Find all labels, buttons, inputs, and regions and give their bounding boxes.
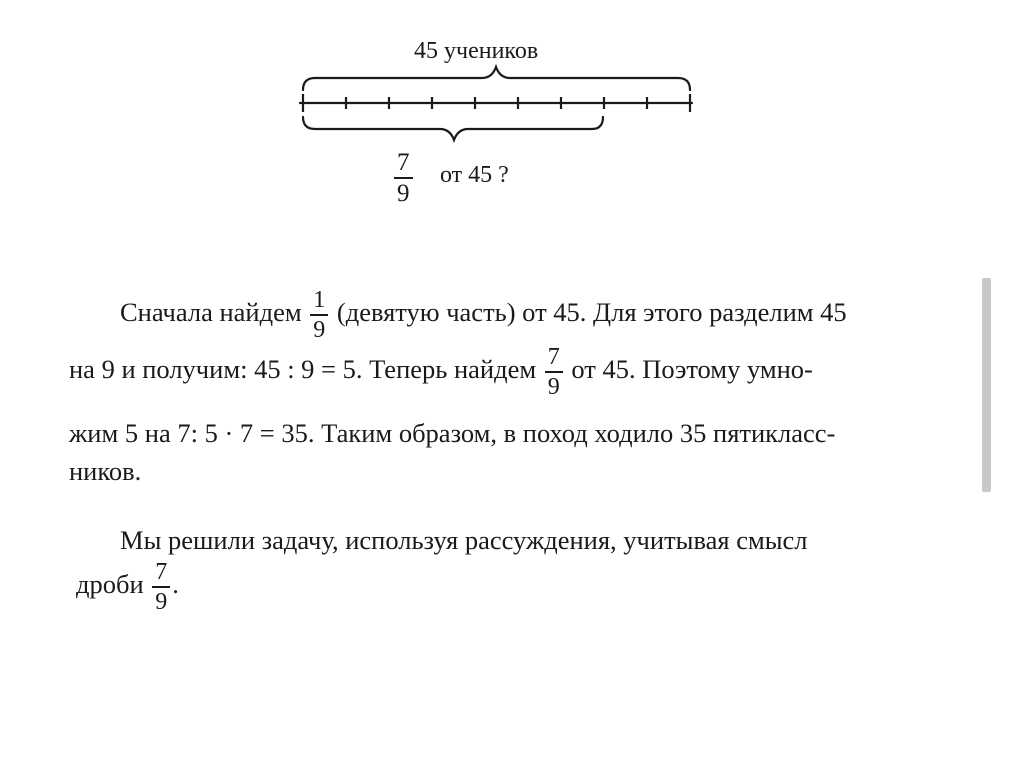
- line6-text-after: .: [172, 569, 179, 600]
- fraction-numerator: 7: [152, 560, 170, 588]
- line2-fraction: [545, 345, 563, 399]
- line2-text-before: на 9 и получим: 45 : 9 = 5. Теперь найдем: [69, 354, 537, 385]
- paragraph-line-6: [76, 560, 179, 614]
- diagram-fraction: [394, 150, 413, 206]
- line6-fraction: [152, 560, 170, 614]
- fraction-numerator: 7: [394, 150, 413, 179]
- paragraph-line-2: [69, 345, 813, 399]
- fraction-denominator: 9: [547, 374, 560, 400]
- bottom-brace: [303, 117, 603, 140]
- line1-text-after: (девятую часть) от 45. Для этого разделим 45: [336, 297, 847, 328]
- line1-fraction: [310, 288, 328, 342]
- paragraph-line-4: ников.: [69, 456, 142, 486]
- line2-text-after: от 45. Поэтому умно-: [571, 354, 813, 385]
- paragraph-line-3: жим 5 на 7: 5 · 7 = 35. Таким образом, в поход ходило 35 пятикласс-: [69, 418, 836, 448]
- vertical-scrollbar[interactable]: [982, 278, 991, 492]
- top-brace: [303, 67, 690, 90]
- fraction-numerator: 7: [545, 345, 563, 373]
- diagram-question: от 45 ?: [440, 162, 509, 188]
- total-students-label: 45 учеников: [414, 38, 539, 64]
- fraction-denominator: 9: [397, 180, 410, 207]
- fraction-denominator: 9: [155, 589, 168, 615]
- fraction-numerator: 1: [310, 288, 328, 316]
- line6-text-before: дроби: [76, 569, 144, 600]
- line1-text-before: Сначала найдем: [120, 297, 302, 328]
- paragraph-line-1: [120, 288, 847, 342]
- paragraph-line-5: Мы решили задачу, используя рассуждения, учитывая смысл: [120, 525, 808, 555]
- fraction-denominator: 9: [313, 317, 326, 343]
